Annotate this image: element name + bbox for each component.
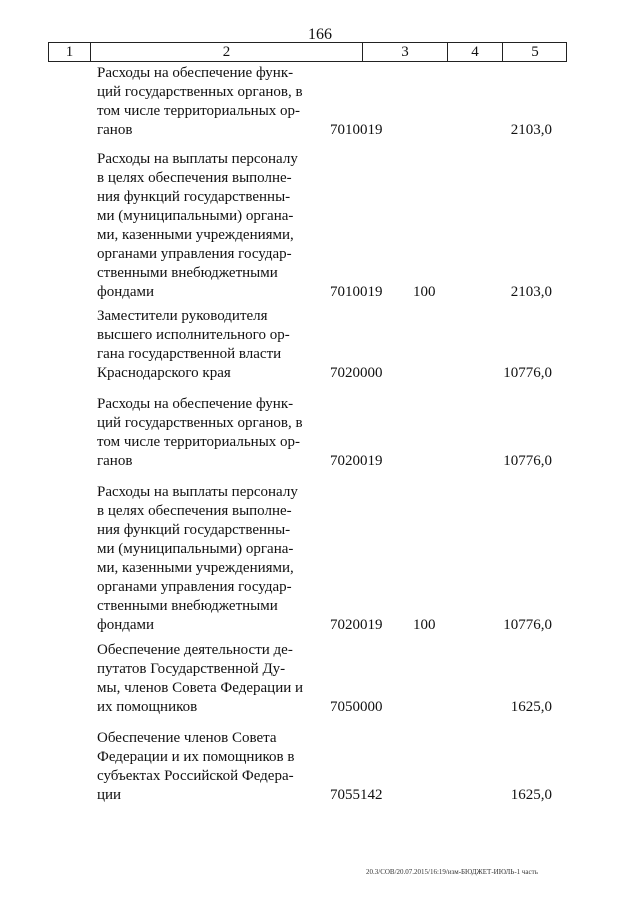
footer-note: 20.3/СОВ/20.07.2015/16:19/изм-БЮДЖЕТ-ИЮЛЬ-1 часть <box>366 868 538 876</box>
description-line: субъектах Российской Федера- <box>97 768 294 784</box>
row-description <box>97 729 304 805</box>
description-line: фондами <box>97 284 155 300</box>
row-description <box>97 641 304 717</box>
description-line: ганов <box>97 122 133 138</box>
row-code: 7050000 <box>330 699 383 715</box>
description-line: Федерации и их помощников в <box>97 749 295 765</box>
description-line: Расходы на обеспечение функ- <box>97 65 294 81</box>
description-line: их помощников <box>97 699 198 715</box>
row-expense-type: 100 <box>413 617 436 633</box>
description-line: ции <box>97 787 122 803</box>
description-line: ганов <box>97 453 133 469</box>
description-line: Расходы на обеспечение функ- <box>97 396 294 412</box>
description-line: в целях обеспечения выполне- <box>97 503 292 519</box>
page-number: 166 <box>308 26 332 43</box>
description-line: высшего исполнительного ор- <box>97 327 290 343</box>
description-line: ния функций государственны- <box>97 189 291 205</box>
column-header-row <box>48 42 567 62</box>
row-code: 7020019 <box>330 453 383 469</box>
description-line: фондами <box>97 617 155 633</box>
description-line: Расходы на выплаты персоналу <box>97 484 298 500</box>
description-line: органами управления государ- <box>97 579 292 595</box>
description-line: Краснодарского края <box>97 365 231 381</box>
description-line: органами управления государ- <box>97 246 292 262</box>
description-line: ми, казенными учреждениями, <box>97 227 294 243</box>
description-line: Обеспечение деятельности де- <box>97 642 293 658</box>
row-code: 7020019 <box>330 617 383 633</box>
row-amount: 1625,0 <box>510 699 552 715</box>
description-line: том числе территориальных ор- <box>97 103 301 119</box>
column-header-5: 5 <box>531 44 539 60</box>
row-amount: 2103,0 <box>510 284 552 300</box>
row-amount: 10776,0 <box>503 617 552 633</box>
column-header-3: 3 <box>363 43 448 61</box>
description-line: Заместители руководителя <box>97 308 268 324</box>
description-line: Расходы на выплаты персоналу <box>97 151 298 167</box>
description-line: ственными внебюджетными <box>97 598 278 614</box>
row-description <box>97 307 304 383</box>
row-code: 7020000 <box>330 365 383 381</box>
description-line: мы, членов Совета Федерации и <box>97 680 304 696</box>
row-description <box>97 150 304 302</box>
row-expense-type: 100 <box>413 284 436 300</box>
description-line: ций государственных органов, в <box>97 84 303 100</box>
description-line: в целях обеспечения выполне- <box>97 170 292 186</box>
description-line: путатов Государственной Ду- <box>97 661 286 677</box>
description-line: том числе территориальных ор- <box>97 434 301 450</box>
row-description <box>97 64 304 140</box>
row-amount: 1625,0 <box>510 787 552 803</box>
description-line: ственными внебюджетными <box>97 265 278 281</box>
row-code: 7010019 <box>330 122 383 138</box>
description-line: ми (муниципальными) органа- <box>97 541 294 557</box>
row-amount: 2103,0 <box>510 122 552 138</box>
column-header-1: 1 <box>49 43 91 61</box>
row-code: 7055142 <box>330 787 383 803</box>
description-line: Обеспечение членов Совета <box>97 730 277 746</box>
description-line: ми (муниципальными) органа- <box>97 208 294 224</box>
row-amount: 10776,0 <box>503 365 552 381</box>
description-line: гана государственной власти <box>97 346 282 362</box>
column-header-2: 2 <box>91 43 363 61</box>
description-line: ния функций государственны- <box>97 522 291 538</box>
row-code: 7010019 <box>330 284 383 300</box>
row-amount: 10776,0 <box>503 453 552 469</box>
row-description <box>97 483 304 635</box>
description-line: ми, казенными учреждениями, <box>97 560 294 576</box>
row-description <box>97 395 304 471</box>
description-line: ций государственных органов, в <box>97 415 303 431</box>
column-header-4: 4 <box>448 43 503 61</box>
